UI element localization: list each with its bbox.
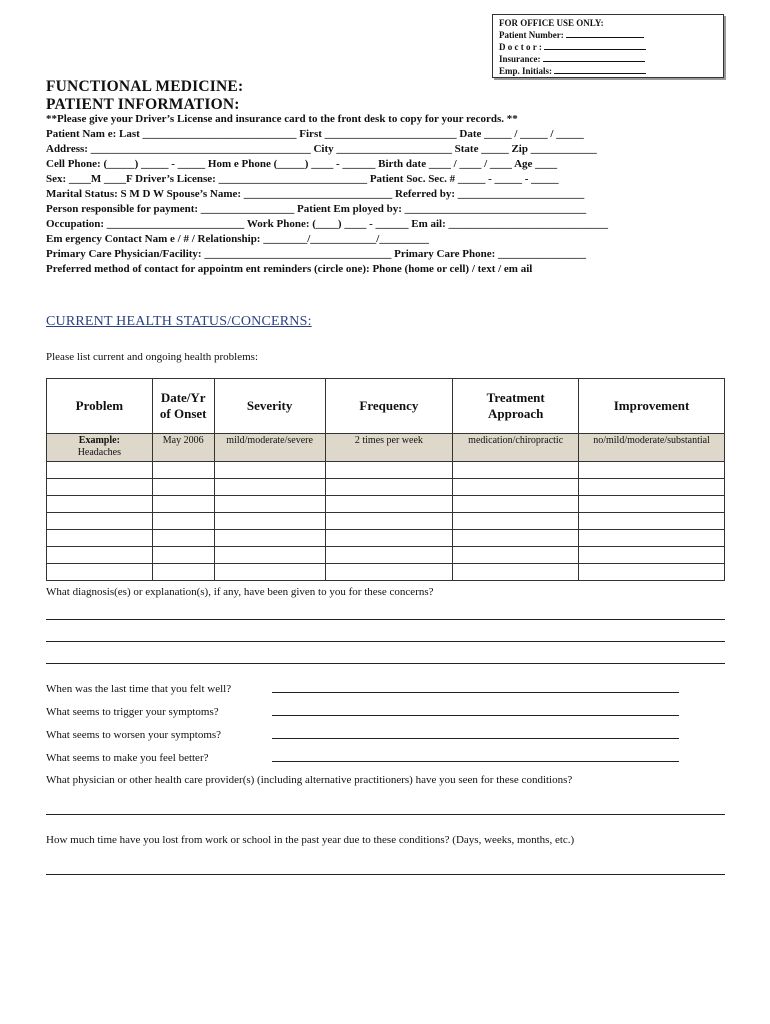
patient-info-block bbox=[46, 112, 726, 277]
problem-cell[interactable] bbox=[47, 513, 153, 530]
treatment-cell[interactable] bbox=[453, 496, 579, 513]
felt-well-answer-line[interactable] bbox=[272, 692, 679, 693]
health-problems-table bbox=[46, 378, 725, 581]
treatment-cell[interactable] bbox=[453, 547, 579, 564]
improvement-cell[interactable] bbox=[579, 547, 725, 564]
treatment-cell[interactable] bbox=[453, 513, 579, 530]
address-line[interactable]: Address: ________________________________________ City _____________________ State _____ Zip ____________ bbox=[46, 143, 597, 155]
treatment-cell[interactable] bbox=[453, 564, 579, 581]
example-treatment: medication/chiropractic bbox=[453, 434, 579, 462]
improvement-cell[interactable] bbox=[579, 479, 725, 496]
treatment-cell[interactable] bbox=[453, 530, 579, 547]
severity-cell[interactable] bbox=[214, 530, 325, 547]
example-problem-cell bbox=[47, 434, 153, 462]
treatment-cell[interactable] bbox=[453, 479, 579, 496]
diagnosis-answer-line-1[interactable] bbox=[46, 619, 725, 620]
frequency-cell[interactable] bbox=[325, 496, 453, 513]
frequency-cell[interactable] bbox=[325, 479, 453, 496]
table-row[interactable] bbox=[47, 530, 725, 547]
form-title-line-2: PATIENT INFORMATION: bbox=[46, 96, 240, 113]
frequency-cell[interactable] bbox=[325, 547, 453, 564]
table-row[interactable] bbox=[47, 513, 725, 530]
payment-employer-line[interactable]: Person responsible for payment: _________________ Patient Em ployed by: _________________________________ bbox=[46, 203, 587, 215]
diagnosis-question: What diagnosis(es) or explanation(s), if any, have been given to you for these concerns? bbox=[46, 586, 434, 598]
diagnosis-answer-line-2[interactable] bbox=[46, 641, 725, 642]
health-status-heading: CURRENT HEALTH STATUS/CONCERNS: bbox=[46, 314, 312, 329]
contact-preference-line[interactable]: Preferred method of contact for appointm ent reminders (circle one): Phone (home or cell) / text / em ail bbox=[46, 263, 533, 275]
providers-question: What physician or other health care provider(s) (including alternative practitioners) have you seen for these conditions? bbox=[46, 774, 573, 786]
patient-name-line[interactable]: Patient Nam e: Last ____________________________ First ________________________ Date _____ / _____ / _____ bbox=[46, 128, 584, 140]
office-use-box bbox=[492, 14, 724, 78]
marital-status-line[interactable]: Marital Status: S M D W Spouse’s Name: ___________________________ Referred by: _______________________ bbox=[46, 188, 585, 200]
improvement-cell[interactable] bbox=[579, 496, 725, 513]
license-instruction: **Please give your Driver’s License and insurance card to the front desk to copy for your records. ** bbox=[46, 113, 518, 125]
sex-license-ssn-line[interactable]: Sex: ____M ____F Driver’s License: ___________________________ Patient Soc. Sec. # _____ - _____ - _____ bbox=[46, 173, 559, 185]
table-row[interactable] bbox=[47, 479, 725, 496]
example-improvement: no/mild/moderate/substantial bbox=[579, 434, 725, 462]
frequency-cell[interactable] bbox=[325, 530, 453, 547]
trigger-question: What seems to trigger your symptoms? bbox=[46, 706, 219, 718]
occupation-line[interactable]: Occupation: _________________________ Work Phone: (____) ____ - ______ Em ail: _____________________________ bbox=[46, 218, 609, 230]
table-row[interactable] bbox=[47, 462, 725, 479]
onset-cell[interactable] bbox=[152, 496, 214, 513]
office-emp-initials-field[interactable] bbox=[554, 65, 646, 74]
worsen-answer-line[interactable] bbox=[272, 738, 679, 739]
severity-cell[interactable] bbox=[214, 547, 325, 564]
feel-better-question: What seems to make you feel better? bbox=[46, 752, 209, 764]
trigger-answer-line[interactable] bbox=[272, 715, 679, 716]
problem-cell[interactable] bbox=[47, 547, 153, 564]
frequency-cell[interactable] bbox=[325, 462, 453, 479]
improvement-cell[interactable] bbox=[579, 564, 725, 581]
problem-cell[interactable] bbox=[47, 462, 153, 479]
problem-cell[interactable] bbox=[47, 496, 153, 513]
emergency-contact-line[interactable]: Em ergency Contact Nam e / # / Relationship: ________/____________/_________ bbox=[46, 233, 429, 245]
severity-cell[interactable] bbox=[214, 564, 325, 581]
example-onset: May 2006 bbox=[152, 434, 214, 462]
frequency-cell[interactable] bbox=[325, 564, 453, 581]
providers-answer-line[interactable] bbox=[46, 814, 725, 815]
example-row bbox=[47, 434, 725, 462]
severity-cell[interactable] bbox=[214, 513, 325, 530]
severity-cell[interactable] bbox=[214, 496, 325, 513]
example-label: Example: bbox=[78, 435, 120, 446]
health-problems-prompt: Please list current and ongoing health problems: bbox=[46, 351, 259, 363]
onset-cell[interactable] bbox=[152, 564, 214, 581]
office-doctor-field[interactable] bbox=[544, 41, 646, 50]
table-row[interactable] bbox=[47, 564, 725, 581]
office-insurance-label: Insurance: bbox=[499, 54, 541, 64]
diagnosis-answer-line-3[interactable] bbox=[46, 663, 725, 664]
onset-cell[interactable] bbox=[152, 530, 214, 547]
example-frequency: 2 times per week bbox=[325, 434, 453, 462]
feel-better-answer-line[interactable] bbox=[272, 761, 679, 762]
frequency-cell[interactable] bbox=[325, 513, 453, 530]
problem-cell[interactable] bbox=[47, 479, 153, 496]
table-row[interactable] bbox=[47, 547, 725, 564]
onset-cell[interactable] bbox=[152, 479, 214, 496]
header-improvement: Improvement bbox=[579, 379, 725, 434]
problem-cell[interactable] bbox=[47, 564, 153, 581]
office-doctor-label: D o c t o r : bbox=[499, 42, 542, 52]
office-insurance-field[interactable] bbox=[543, 53, 645, 62]
example-severity: mild/moderate/severe bbox=[214, 434, 325, 462]
header-problem: Problem bbox=[47, 379, 153, 434]
severity-cell[interactable] bbox=[214, 462, 325, 479]
problem-cell[interactable] bbox=[47, 530, 153, 547]
onset-cell[interactable] bbox=[152, 462, 214, 479]
felt-well-question: When was the last time that you felt well? bbox=[46, 683, 232, 695]
time-lost-question: How much time have you lost from work or school in the past year due to these conditions? (Days, weeks, months, etc.) bbox=[46, 834, 575, 846]
header-frequency: Frequency bbox=[325, 379, 453, 434]
onset-cell[interactable] bbox=[152, 547, 214, 564]
form-title-line-1: FUNCTIONAL MEDICINE: bbox=[46, 78, 244, 95]
improvement-cell[interactable] bbox=[579, 530, 725, 547]
office-patient-number-field[interactable] bbox=[566, 29, 644, 38]
severity-cell[interactable] bbox=[214, 479, 325, 496]
improvement-cell[interactable] bbox=[579, 513, 725, 530]
form-title bbox=[46, 78, 243, 114]
example-problem: Headaches bbox=[77, 447, 122, 458]
header-treatment: Treatment Approach bbox=[453, 379, 579, 434]
primary-care-line[interactable]: Primary Care Physician/Facility: __________________________________ Primary Care Phone: ________________ bbox=[46, 248, 587, 260]
table-header-row bbox=[47, 379, 725, 434]
office-emp-initials-label: Emp. Initials: bbox=[499, 66, 553, 76]
header-severity: Severity bbox=[214, 379, 325, 434]
improvement-cell[interactable] bbox=[579, 462, 725, 479]
header-onset: Date/Yr of Onset bbox=[152, 379, 214, 434]
worsen-question: What seems to worsen your symptoms? bbox=[46, 729, 222, 741]
table-row[interactable] bbox=[47, 496, 725, 513]
onset-cell[interactable] bbox=[152, 513, 214, 530]
time-lost-answer-line[interactable] bbox=[46, 874, 725, 875]
office-patient-number-label: Patient Number: bbox=[499, 30, 564, 40]
treatment-cell[interactable] bbox=[453, 462, 579, 479]
office-use-heading: FOR OFFICE USE ONLY: bbox=[499, 18, 604, 28]
phone-birthdate-line[interactable]: Cell Phone: (_____) _____ - _____ Hom e Phone (_____) ____ - ______ Birth date ____ / ____ / ____ Age ____ bbox=[46, 158, 558, 170]
